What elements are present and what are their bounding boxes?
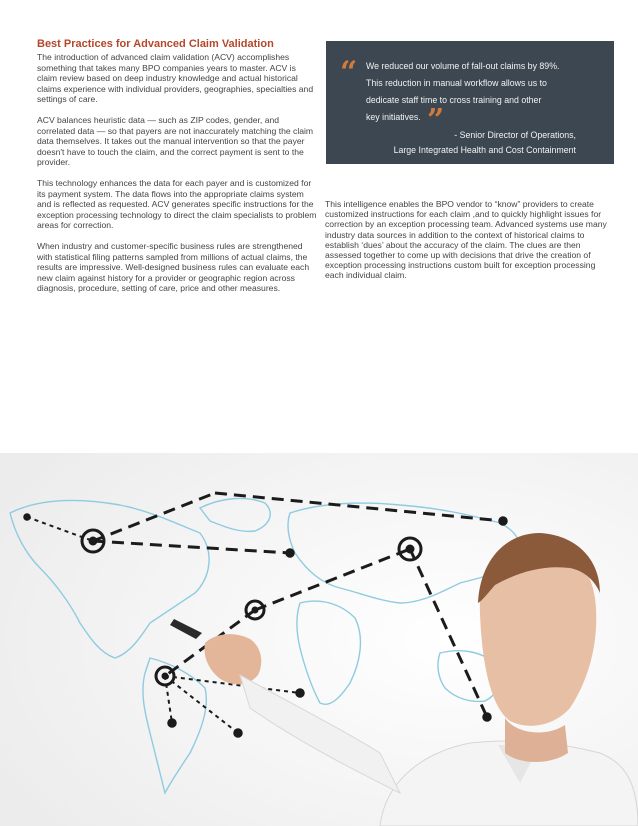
paragraph-4: When industry and customer-specific business rules are strengthened with statistical filing patterns sampled from millions of actual claims, the results are impressive. Well-designed business rules can evaluate each new claim against history for a provider or geographic region across diagnosis, procedure, setting of care, price and other measures.	[37, 240, 310, 294]
quote-line-1: We reduced our volume of fall-out claims by 89%.	[366, 61, 560, 71]
article-title: Best Practices for Advanced Claim Validation	[37, 38, 274, 50]
quote-attribution-title: - Senior Director of Operations,	[454, 130, 576, 140]
paragraph-3: This technology enhances the data for each payer and is customized for its payment system. The data flows into the appropriate claims system and is reflected as requested. ACV generates specific instructions for the exception processing technology to direct the claim specialists to problem areas for correction.	[37, 177, 317, 231]
right-paragraph: This intelligence enables the BPO vendor to “know” providers to create customized instructions for each claim ,and to quickly highlight issues for correction by an exception processing team. Advanced systems use many industry data sources in addition to the context of historical claims to establish ‘dues’ about the accuracy of the claim. The clues are then assessed together to come up with decisions that drive the creation of exception processing instructions custom built for exception processing each individual claim.	[325, 199, 607, 281]
quote-attribution-org: Large Integrated Health and Cost Containment	[393, 145, 576, 155]
close-quote-icon: ”	[427, 103, 445, 138]
world-map-illustration	[0, 453, 638, 826]
paragraph-2: ACV balances heuristic data — such as ZIP codes, gender, and correlated data — so that payers are not inaccurately matching the claim data themselves. It takes out the manual intervention so that the payer doesn't have to touch the claim, and the correct payment is sent to the provider.	[37, 114, 314, 168]
article-left-column	[37, 38, 317, 304]
open-quote-icon: “	[340, 55, 358, 90]
quote-line-2: This reduction in manual workflow allows us to	[366, 78, 547, 88]
hero-photo	[0, 453, 638, 826]
pull-quote-box	[326, 41, 614, 164]
quote-line-3: dedicate staff time to cross training and other	[366, 95, 542, 105]
quote-line-4: key initiatives.	[366, 112, 421, 122]
paragraph-1: The introduction of advanced claim validation (ACV) accomplishes something that takes many BPO companies years to master. ACV is claim review based on deep industry knowledge and actual historical claims experience with individual providers, geographies, specialties and settings of care.	[37, 52, 314, 105]
